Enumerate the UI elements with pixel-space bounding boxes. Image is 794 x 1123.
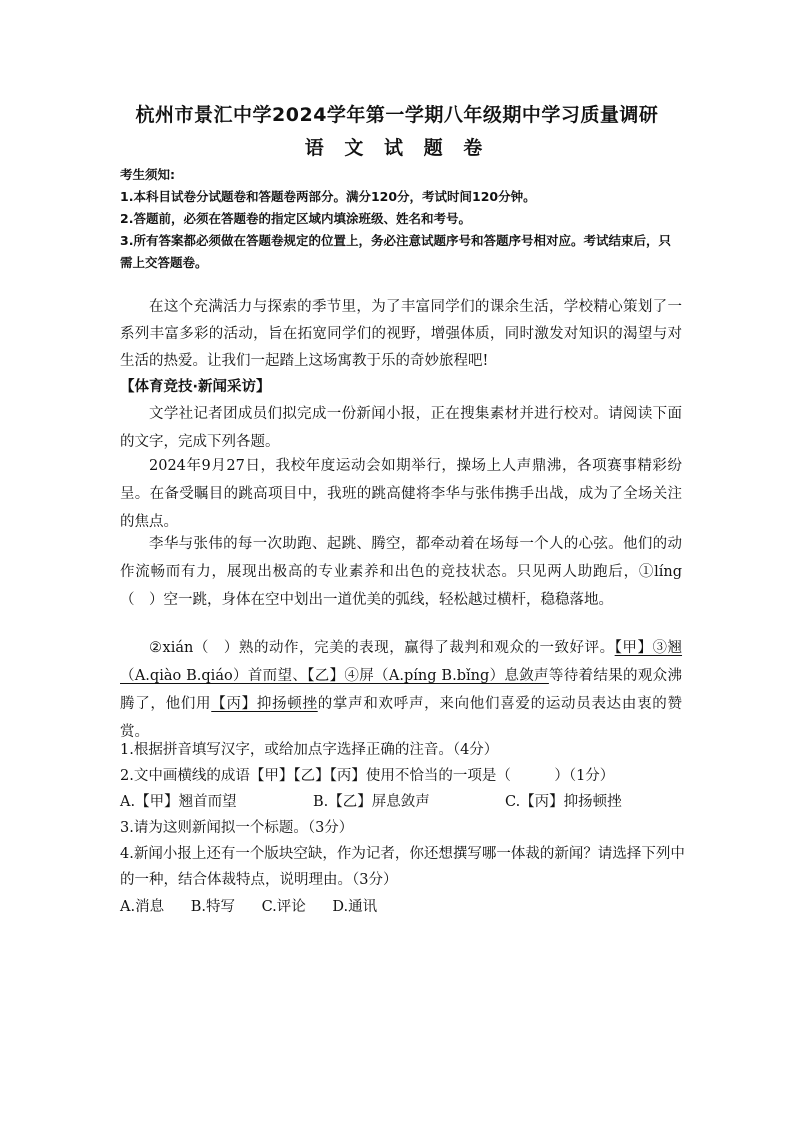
section-paragraph-2: 2024年9月27日，我校年度运动会如期举行，操场上人声鼎沸，各项赛事精彩纷呈。在备受瞩目的跳高项目中，我班的跳高健将李华与张伟携手出战，成为了全场关注的焦点。: [120, 458, 682, 530]
section-title: 【体育竞技·新闻采访】: [120, 379, 271, 395]
notice-item-1: 1.本科目试卷分试题卷和答题卷两部分。满分120分，考试时间120分钟。: [120, 189, 536, 204]
underlined-idiom-bing: 【丙】抑扬顿挫: [211, 696, 318, 712]
option-a: A.【甲】翘首而望: [120, 794, 237, 810]
option-b: B.特写: [190, 899, 235, 915]
option-c: C.【丙】抑扬顿挫: [505, 794, 622, 810]
exam-title: 杭州市景汇中学2024学年第一学期八年级期中学习质量调研: [135, 104, 659, 126]
exam-subtitle: 语 文 试 题 卷: [304, 137, 490, 159]
question-3: 3.请为这则新闻拟一个标题。（3分）: [120, 820, 354, 836]
question-1: 1.根据拼音填写汉字，或给加点字选择正确的注音。（4分）: [120, 742, 499, 758]
question-4-options: [120, 894, 399, 920]
underlined-idioms: 【甲】③翘（A.qiào B.qiáo）首而望、【乙】④屏（A.píng B.bǐng）息敛声: [120, 640, 683, 684]
question-2: 2.文中画横线的成语【甲】【乙】【丙】使用不恰当的一项是（ ）（1分）: [120, 768, 615, 784]
notice-heading: 考生须知:: [120, 167, 175, 182]
intro-paragraph: 在这个充满活力与探索的季节里，为了丰富同学们的课余生活，学校精心策划了一系列丰富多彩的活动，旨在拓宽同学们的视野，增强体质，同时激发对知识的渴望与对生活的热爱。让我们一起踏上这场寓教于乐的奇妙旅程吧!: [120, 299, 682, 369]
section-paragraph-3: 李华与张伟的每一次助跑、起跳、腾空，都牵动着在场每一个人的心弦。他们的动作流畅而有力，展现出极高的专业素养和出色的竞技状态。只见两人助跑后，①líng（ ）空一跳，身体在空中划出一道优美的弧线，轻松越过横杆，稳稳落地。: [120, 536, 682, 608]
option-c: C.评论: [261, 899, 306, 915]
question-2-options: [120, 789, 680, 815]
question-4: 4.新闻小报上还有一个版块空缺，作为记者，你还想撰写哪一体裁的新闻？请选择下列中的一种，结合体裁特点，说明理由。（3分）: [120, 846, 685, 888]
option-a: A.消息: [120, 899, 165, 915]
section-paragraph-1: 文学社记者团成员们拟完成一份新闻小报，正在搜集素材并进行校对。请阅读下面的文字，完成下列各题。: [120, 406, 682, 450]
notice-item-3: 3.所有答案都必须做在答题卷规定的位置上，务必注意试题序号和答题序号相对应。考试结束后，只需上交答题卷。: [120, 233, 671, 270]
paragraph-4-text: 等待着结果的观众沸腾了，他们用: [120, 668, 683, 712]
option-b: B.【乙】屏息敛声: [313, 794, 430, 810]
paragraph-4-text: ②xián（ ）熟的动作，完美的表现，赢得了裁判和观众的一致好评。: [149, 640, 615, 656]
paragraph-4-text: 的掌声和欢呼声，来向他们喜爱的运动员表达由衷的赞赏。: [120, 696, 683, 740]
notice-item-2: 2.答题前，必须在答题卷的指定区域内填涂班级、姓名和考号。: [120, 211, 471, 226]
section-paragraph-4: [120, 634, 682, 746]
option-d: D.通讯: [332, 899, 378, 915]
